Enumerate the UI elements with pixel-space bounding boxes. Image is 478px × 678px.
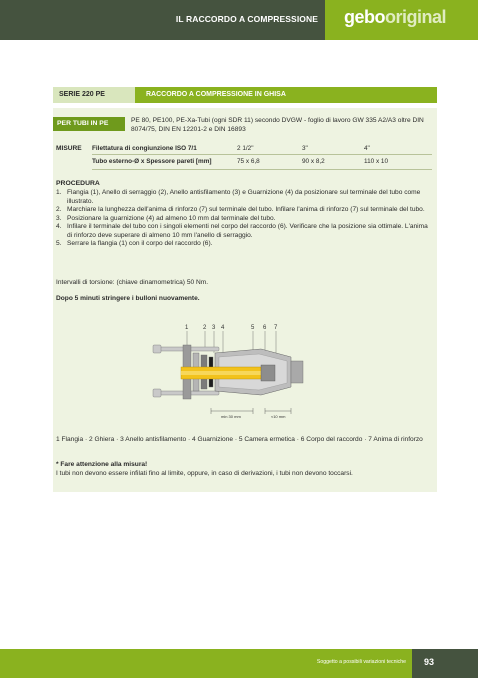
dimension-label-left: min 30 mm <box>221 414 241 419</box>
section-title: RACCORDO A COMPRESSIONE IN GHISA <box>135 87 437 103</box>
misure-label: MISURE <box>56 145 82 152</box>
step-number: 5. <box>56 240 62 247</box>
procedura-title: PROCEDURA <box>56 180 100 187</box>
per-tubi-text: PE 80, PE100, PE-Xa-Tubi (ogni SDR 11) secondo DVGW - foglio di lavoro GW 335 A2/A3 oltre DIN 8074/75, DIN EN 12201-2 e DIN 16893 <box>131 117 424 133</box>
row-label: Filettatura di congiunzione ISO 7/1 <box>92 145 197 152</box>
footer-note: Soggetto a possibili variazioni tecniche <box>316 659 406 665</box>
list-item <box>56 189 434 206</box>
section-bar <box>53 87 437 103</box>
table-row <box>92 145 432 157</box>
page-number: 93 <box>424 657 435 667</box>
footer-dark-band <box>412 649 478 678</box>
torsione-note: Intervalli di torsione: (chiave dinamometrica) 50 Nm. <box>56 279 209 286</box>
step-number: 3. <box>56 214 62 222</box>
list-item <box>56 215 434 224</box>
part-number-label: 1 <box>185 325 189 331</box>
row-label: Tubo esterno-Ø x Spessore pareti [mm] <box>92 158 212 165</box>
step-number: 1. <box>56 189 62 196</box>
part-number-label: 3 <box>212 325 216 331</box>
step-number: 4. <box>56 223 62 230</box>
list-item <box>56 223 434 240</box>
logo-part-original: original <box>385 7 447 27</box>
part-number-label: 7 <box>274 325 278 331</box>
part-number-label: 6 <box>263 325 267 331</box>
procedura-list <box>56 189 434 249</box>
step-text: Posizionare la guarnizione (4) ad almeno 10 mm dal terminale del tubo. <box>67 214 276 222</box>
part-number-label: 4 <box>221 325 225 331</box>
step-text: Marchiare la lunghezza dell'anima di rinforzo (7) sul terminale del tubo. Infilare l'anima di rinforzo (7) sul terminale del tubo. <box>67 206 425 213</box>
cell: 75 x 6,8 <box>237 158 260 165</box>
part-number-label: 5 <box>251 325 255 331</box>
fitting-cross-section-diagram <box>141 323 341 423</box>
cell: 90 x 8,2 <box>302 158 325 165</box>
per-tubi-label: PER TUBI IN PE <box>53 117 125 131</box>
list-item <box>56 240 434 249</box>
diagram-legend: 1 Flangia · 2 Ghiera · 3 Anello antisfilamento · 4 Guarnizione · 5 Camera ermetica · 6 Corpo del raccordo · 7 Anima di rinforzo <box>56 436 423 443</box>
list-item <box>56 206 434 215</box>
cell: 2 1/2" <box>237 145 254 152</box>
content-panel <box>53 108 437 492</box>
step-text: Infilare il terminale del tubo con i singoli elementi nel corpo del raccordo (6). Verificare che la posizione sia ottimale. L'anima di rinforzo deve superare di almeno 10 mm l'anello di serraggio. <box>67 223 428 239</box>
table-divider <box>92 169 432 170</box>
warning-text: I tubi non devono essere infilati fino al limite, oppure, in caso di derivazioni, i tubi non devono toccarsi. <box>56 469 353 477</box>
dimension-label-right: ≈10 mm <box>271 414 286 419</box>
step-text: Flangia (1), Anello di serraggio (2), Anello antisfilamento (3) e Guarnizione (4) da posizionare sul terminale del tubo come illustrato. <box>67 189 421 205</box>
page-footer <box>0 649 478 678</box>
cell: 110 x 10 <box>364 158 389 165</box>
cell: 4" <box>364 145 370 152</box>
header-title: IL RACCORDO A COMPRESSIONE <box>175 14 318 24</box>
cell: 3" <box>302 145 308 152</box>
part-number-label: 2 <box>203 325 207 331</box>
gebo-original-logo <box>344 7 446 28</box>
warning-note <box>56 461 434 478</box>
step-number: 2. <box>56 206 62 213</box>
dopo-note: Dopo 5 minuti stringere i bulloni nuovamente. <box>56 295 200 302</box>
step-text: Serrare la flangia (1) con il corpo del raccordo (6). <box>67 240 213 247</box>
warning-title: * Fare attenzione alla misura! <box>56 461 148 468</box>
logo-part-gebo: gebo <box>344 7 385 27</box>
serie-label: SERIE 220 PE <box>53 87 135 103</box>
page-header <box>0 0 478 40</box>
